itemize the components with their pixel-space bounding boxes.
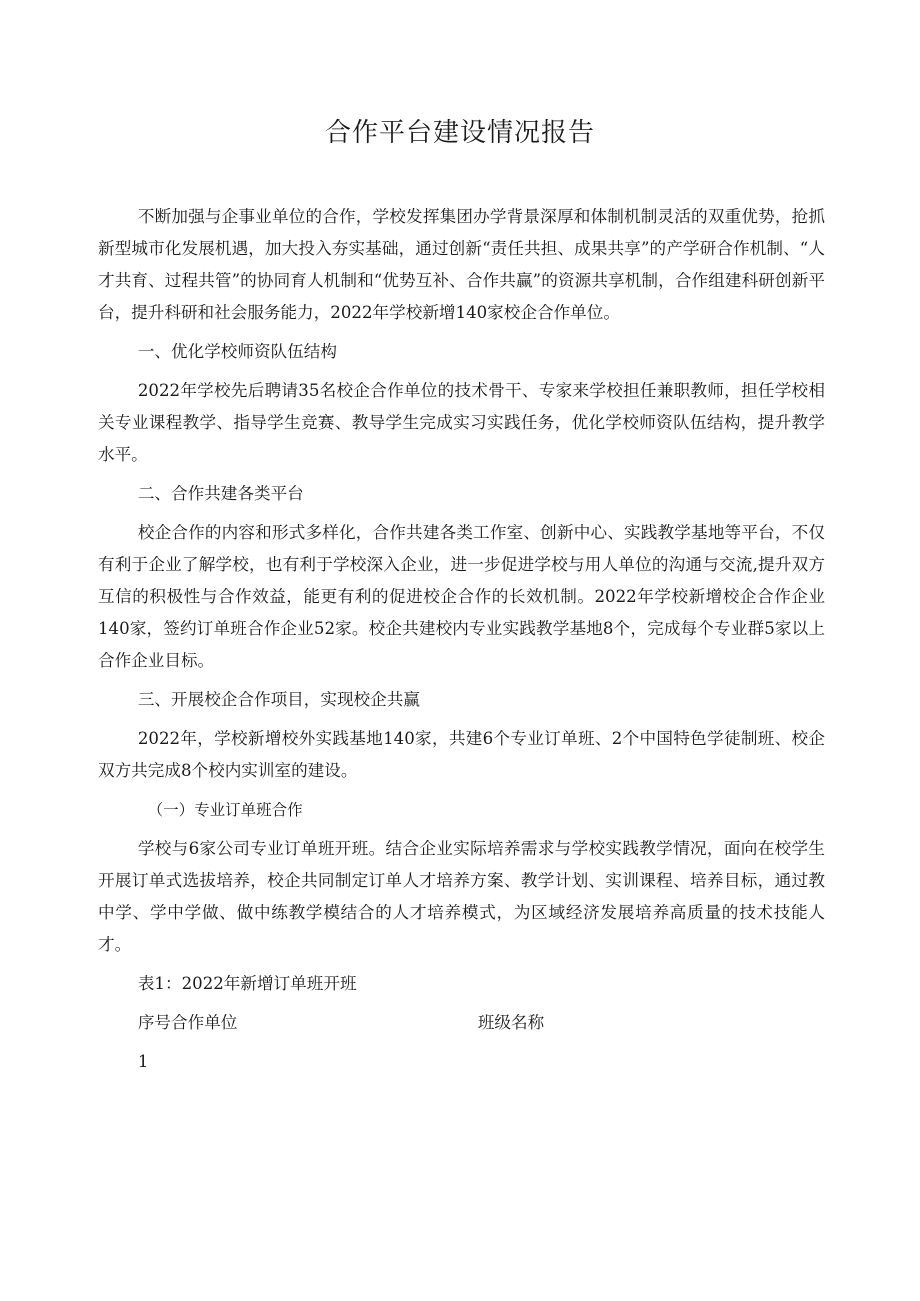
intro-paragraph: 不断加强与企事业单位的合作，学校发挥集团办学背景深厚和体制机制灵活的双重优势，抢抓新型城市化发展机遇，加大投入夯实基础，通过创新“责任共担、成果共享”的产学研合作机制、“人才共育、过程共管”的协同育人机制和“优势互补、合作共赢”的资源共享机制，合作组建科研创新平台，提升科研和社会服务能力，2022年学校新增140家校企合作单位。 [98,207,825,322]
table-header-seq-partner: 序号合作单位 [137,1013,238,1032]
spacer [98,1039,825,1046]
document-body [98,201,825,1078]
table-header-class-name: 班级名称 [477,1013,545,1032]
spacer [98,787,825,794]
table-header-row [98,1007,825,1039]
subsection1-heading: （一）专业订单班合作 [147,801,303,819]
spacer [98,677,825,684]
spacer [98,329,825,336]
section2-heading: 二、合作共建各类平台 [137,484,304,503]
section2-paragraph: 校企合作的内容和形式多样化，合作共建各类工作室、创新中心、实践教学基地等平台，不仅有利于企业了解学校，也有利于学校深入企业，进一步促进学校与用人单位的沟通与交流,提升双方互信的积极性与合作效益，能更有利的促进校企合作的长效机制。2022年学校新增校企合作企业140家，签约订单班合作企业52家。校企共建校内专业实践教学基地8个，完成每个专业群5家以上合作企业目标。 [98,523,825,670]
spacer [98,1000,825,1007]
spacer [98,368,825,375]
spacer [98,510,825,517]
table-row [98,1046,825,1078]
table-cell-seq: 1 [137,1052,149,1071]
spacer [98,716,825,723]
section3-heading: 三、开展校企合作项目，实现校企共赢 [137,690,420,709]
section1-paragraph: 2022年学校先后聘请35名校企合作单位的技术骨干、专家来学校担任兼职教师，担任学校相关专业课程教学、指导学生竞赛、教导学生完成实习实践任务，优化学校师资队伍结构，提升教学水平。 [98,381,825,464]
spacer [98,826,825,833]
table-caption: 表1：2022年新增订单班开班 [137,974,357,993]
subsection1-paragraph: 学校与6家公司专业订单班开班。结合企业实际培养需求与学校实践教学情况，面向在校学生开展订单式选拔培养，校企共同制定订单人才培养方案、教学计划、实训课程、培养目标，通过教中学、学中学做、做中练教学模结合的人才培养模式，为区域经济发展培养高质量的技术技能人才。 [98,839,825,954]
section3-paragraph: 2022年，学校新增校外实践基地140家，共建6个专业订单班、2个中国特色学徒制班、校企双方共完成8个校内实训室的建设。 [98,729,825,780]
section1-heading: 一、优化学校师资队伍结构 [137,342,337,361]
spacer [98,471,825,478]
spacer [98,961,825,968]
document-title: 合作平台建设情况报告 [324,118,595,148]
